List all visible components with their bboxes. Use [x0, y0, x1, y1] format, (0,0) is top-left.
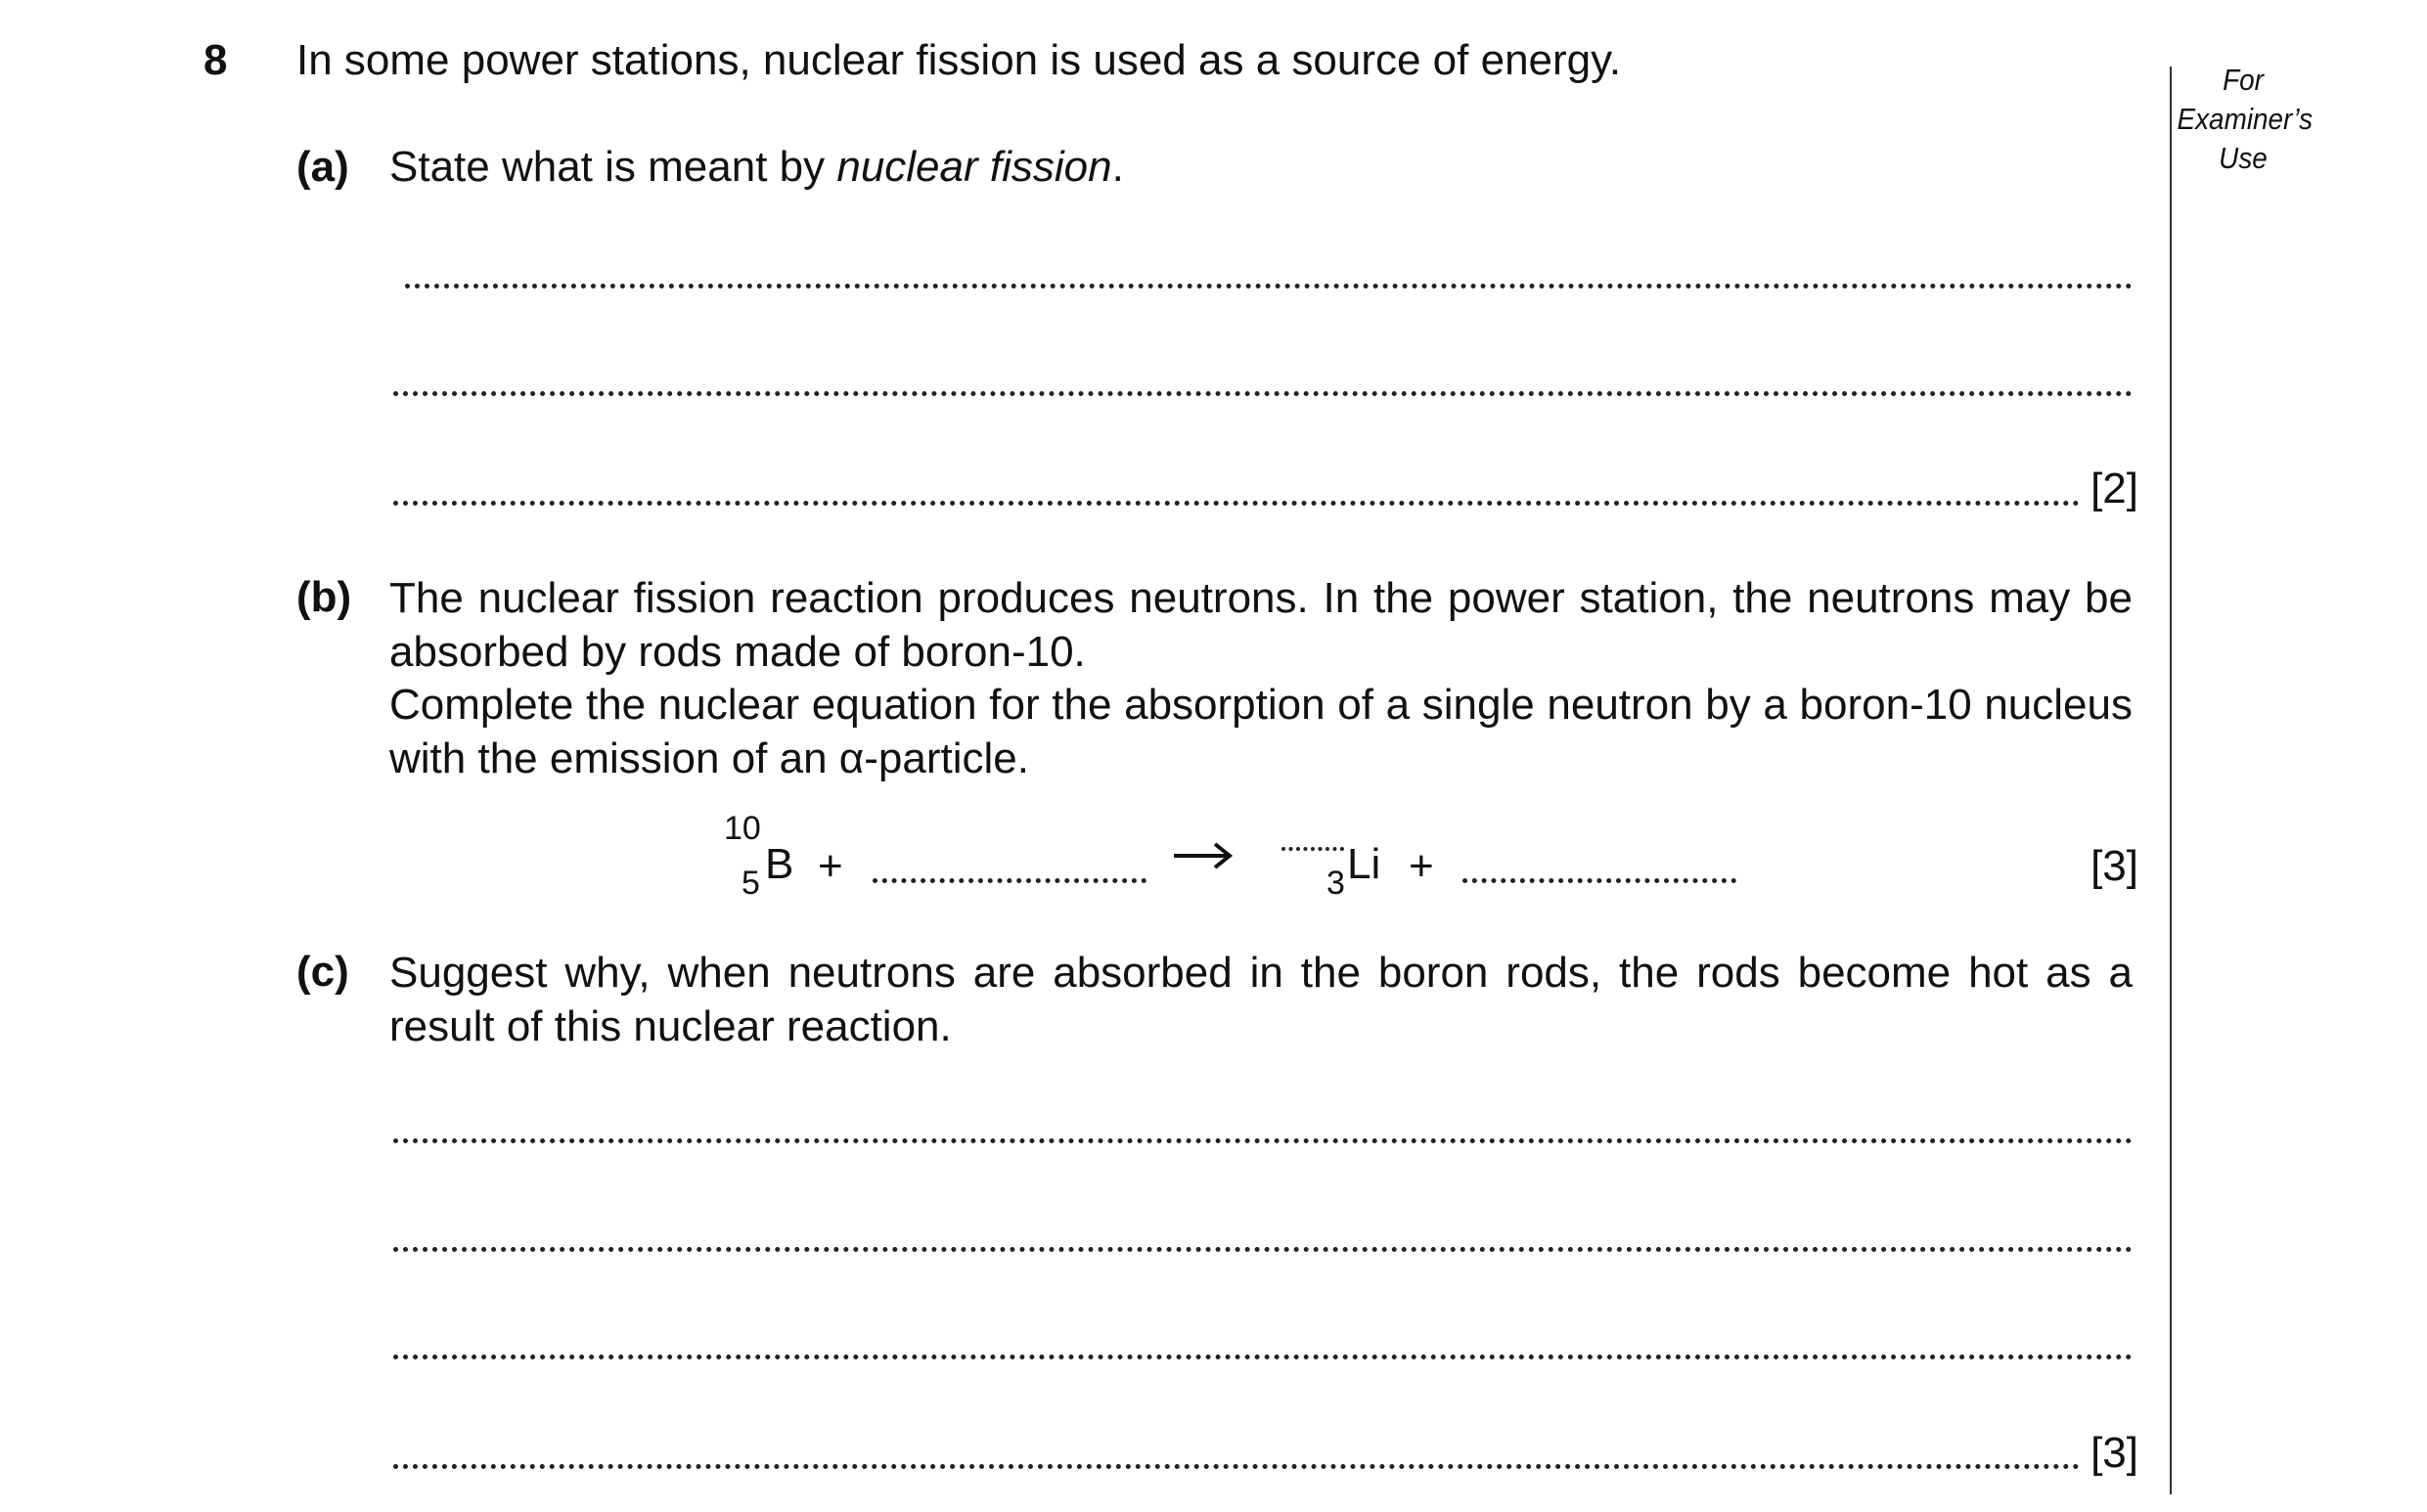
lithium-symbol: Li: [1347, 840, 1381, 888]
reactant-blank[interactable]: [873, 878, 1146, 883]
part-a-question: [389, 142, 2133, 193]
product-blank[interactable]: [1462, 878, 1736, 883]
question-number: 8: [203, 36, 228, 84]
equation-plus-2: +: [1409, 842, 1434, 890]
examiner-label-line-1: For: [2223, 63, 2264, 97]
part-b-label: (b): [296, 573, 352, 621]
part-c-question: Suggest why, when neutrons are absorbed in the boron rods, the rods become hot as a result of this nuclear reaction.: [389, 949, 2133, 1050]
question-stem: In some power stations, nuclear fission is used as a source of energy.: [296, 36, 1622, 84]
lithium-mass-number-blank[interactable]: [1281, 847, 1344, 851]
examiner-use-label: [2177, 61, 2314, 178]
examiner-margin-rule: [2170, 67, 2172, 1494]
boron-symbol: B: [765, 840, 794, 888]
lithium-atomic-number: 3: [1326, 865, 1345, 902]
part-a-answer-line-2[interactable]: [393, 391, 2133, 396]
part-c-answer-line-2[interactable]: [393, 1247, 2133, 1252]
part-b-marks: [3]: [2090, 842, 2138, 890]
part-c-answer-line-3[interactable]: [393, 1355, 2133, 1359]
part-c-marks: [3]: [2090, 1429, 2138, 1477]
boron-atomic-number: 5: [742, 865, 760, 902]
part-c-label: (c): [296, 948, 349, 996]
part-a-text-before: State what is meant by: [389, 143, 837, 191]
part-b-instruction: Complete the nuclear equation for the absorption of a single neutron by a boron-10 nucleus with the emission of an α-particle.: [389, 681, 2133, 782]
part-a-text-italic: nuclear fission: [836, 143, 1112, 191]
examiner-label-line-2: Examiner’s: [2177, 102, 2314, 136]
part-c-answer-line-4[interactable]: [393, 1464, 2080, 1469]
boron-mass-number: 10: [724, 810, 761, 847]
part-c-answer-line-1[interactable]: [393, 1138, 2133, 1143]
part-b-question: [389, 572, 2133, 785]
nuclear-equation: [0, 810, 2427, 915]
part-a-label: (a): [296, 143, 349, 191]
reaction-arrow-icon: [1172, 841, 1233, 870]
equation-plus-1: +: [818, 842, 843, 890]
part-a-text-after: .: [1111, 143, 1124, 191]
part-a-answer-line-1[interactable]: [405, 284, 2133, 289]
part-a-answer-line-3[interactable]: [393, 501, 2080, 506]
examiner-label-line-3: Use: [2219, 141, 2268, 175]
part-b-text: The nuclear fission reaction produces neutrons. In the power station, the neutrons may be absorbed by rods made of boron-10.: [389, 574, 2133, 676]
part-a-marks: [2]: [2090, 465, 2138, 512]
